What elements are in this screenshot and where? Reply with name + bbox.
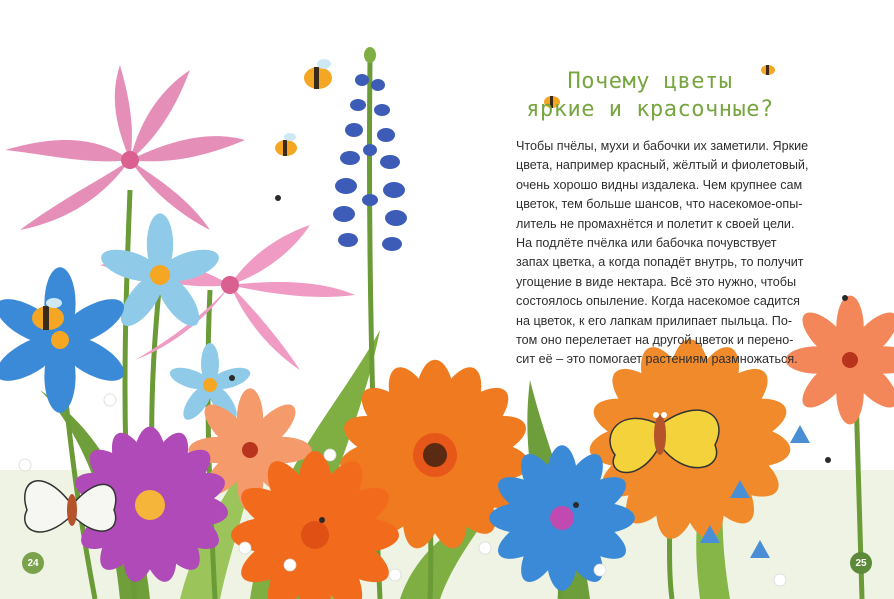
blue-star-flower xyxy=(0,267,131,413)
page-number-right: 25 xyxy=(850,552,872,574)
body-line: Чтобы пчёлы, мухи и бабочки их заметили. Яркие xyxy=(516,139,809,153)
pink-lily-top xyxy=(5,65,245,230)
body-line: сит её – это помогает растениям размножаться. xyxy=(516,352,798,367)
body-paragraph xyxy=(516,137,834,370)
page-title xyxy=(520,68,780,124)
body-line: очень хорошо видны издалека. Чем крупнее сам xyxy=(516,177,803,192)
body-line: литель не промахнётся и полетит к своей цели. xyxy=(516,216,795,231)
title-line: Почему цветы xyxy=(567,69,733,94)
title-line: яркие и красочные? xyxy=(526,97,774,122)
body-line: На подлёте пчёлка или бабочка почувствует xyxy=(516,236,777,251)
page-number-left: 24 xyxy=(22,552,44,574)
body-line: состоялось опыление. Когда насекомое садится xyxy=(516,294,800,309)
body-line: запах цветка, а когда попадёт внутрь, то получит xyxy=(516,255,804,270)
body-line: том оно перелетает на другой цветок и перено- xyxy=(516,333,794,348)
body-line: цвета, например красный, жёлтый и фиолетовый, xyxy=(516,158,809,173)
body-line: на цветок, к его лапкам прилипает пыльца. По- xyxy=(516,313,793,328)
body-line: цветок, тем больше шансов, что насекомое-опы- xyxy=(516,197,803,212)
body-line: угощение в виде нектара. Всё это нужно, чтобы xyxy=(516,274,797,289)
